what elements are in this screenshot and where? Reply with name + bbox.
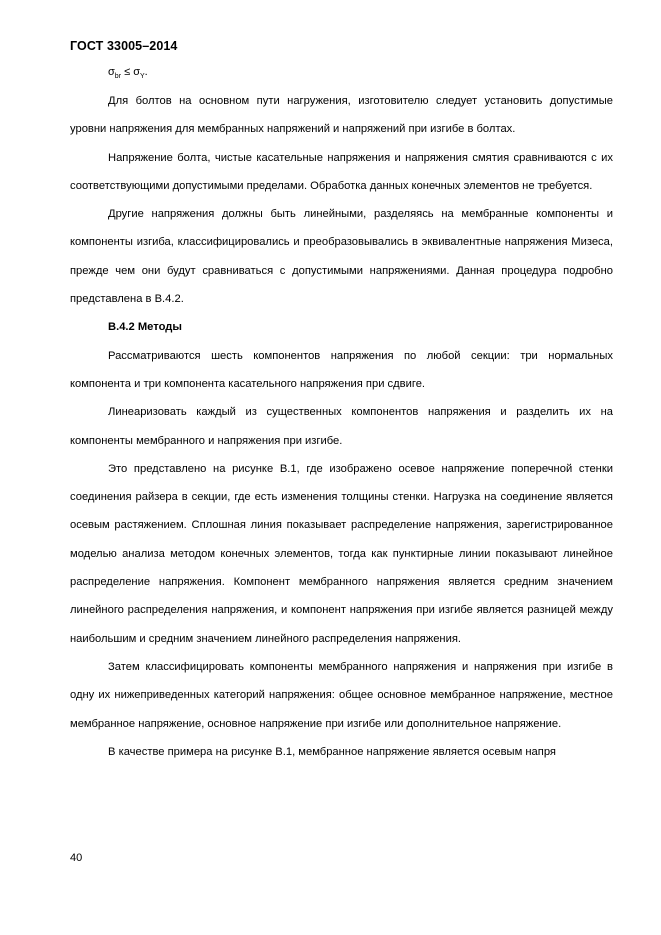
paragraph-bolts-stress-levels: Для болтов на основном пути нагружения, изготовителю следует установить допустимые уровни напряжения для мембранных напряжений и напряжений при изгибе в болтах. xyxy=(70,95,613,136)
document-body xyxy=(70,87,613,766)
standard-header: ГОСТ 33005–2014 xyxy=(70,39,178,53)
paragraph-classify-components: Затем классифицировать компоненты мембранного напряжения и напряжения при изгибе в одну их нижеприведенных категорий напряжения: общее основное мембранное напряжение, местное мембранное напряжение, основное напряжение при изгибе или дополнительное напряжение. xyxy=(70,660,613,730)
section-heading-methods: В.4.2 Методы xyxy=(108,321,182,334)
paragraph-figure-b1-description: Это представлено на рисунке В.1, где изображено осевое напряжение поперечной стенки соединения райзера в секции, где есть изменения толщины стенки. Нагрузка на соединение является осевым растяжением. Сплошная линия показывает распределение напряжения, зарегистрированное моделью анализа методом конечных элементов, тогда как пунктирные линии показывают линейное распределение напряжения. Компонент мембранного напряжения является средним значением линейного распределения напряжения, и компонент напряжения при изгибе является разницей между наибольшим и средним значением линейного распределения напряжения. xyxy=(70,462,613,645)
page-number: 40 xyxy=(70,852,83,864)
stress-inequality-formula xyxy=(108,66,148,80)
formula-period: . xyxy=(144,66,148,78)
paragraph-bolt-stress-comparison: Напряжение болта, чистые касательные напряжения и напряжения смятия сравниваются с их соответствующими допустимыми пределами. Обработка данных конечных элементов не требуется. xyxy=(70,151,613,192)
yield-subscript: Y xyxy=(139,73,145,81)
paragraph-six-components: Рассматриваются шесть компонентов напряжения по любой секции: три нормальных компонента и три компонента касательного напряжения при сдвиге. xyxy=(70,349,613,390)
sigma-symbol: σ xyxy=(108,66,115,78)
relation-symbol: ≤ xyxy=(121,66,134,78)
paragraph-linearization: Другие напряжения должны быть линейными, разделяясь на мембранные компоненты и компоненты изгиба, классифицировались и преобразовывались в эквивалентные напряжения Мизеса, прежде чем они будут сравниваться с допустимыми напряжениями. Данная процедура подробно представлена в В.4.2. xyxy=(70,208,613,306)
bearing-subscript: br xyxy=(114,73,122,81)
paragraph-example-figure-b1: В качестве примера на рисунке В.1, мембранное напряжение является осевым напря xyxy=(108,745,556,758)
sigma-symbol: σ xyxy=(133,66,140,78)
paragraph-linearize-components: Линеаризовать каждый из существенных компонентов напряжения и разделить их на компоненты мембранного и напряжения при изгибе. xyxy=(70,406,613,447)
